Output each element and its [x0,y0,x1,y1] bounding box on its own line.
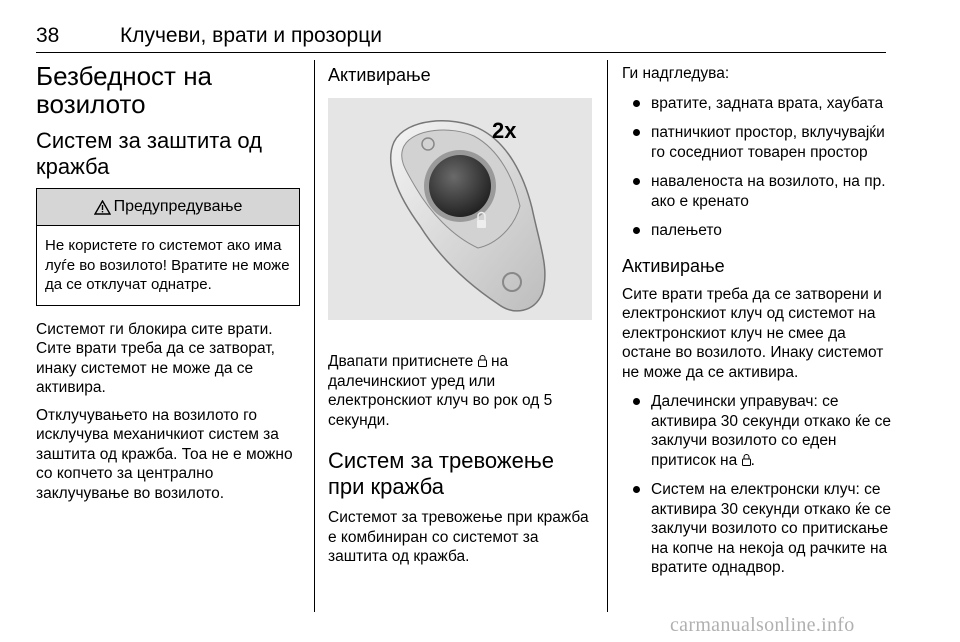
chapter-title: Клучеви, врати и прозорци [120,24,382,47]
paragraph: Отклучувањето на возилото го исклучува механичкиот систем за заштита од кражба. Тоа не е можно со копчето за централно заклучување во возилото. [36,406,293,502]
warning-triangle-icon [94,200,111,215]
section-title: Безбедност на возилото [36,61,213,119]
key-fob-image [328,98,592,320]
page-number: 38 [36,24,60,47]
press-twice-label: 2x [492,118,517,143]
warning-text: Не користете го системот ако има луѓе во возилото! Вратите не може да се отклучат однатре. [45,237,290,293]
activation-heading: Активирање [622,255,725,276]
activation-heading: Активирање [328,65,431,85]
activation-modes-list [622,392,892,578]
warning-header [37,189,299,226]
monitored-list [622,94,892,241]
list-item: палењето [622,221,892,241]
list-item: патничкиот простор, вклучувајќи го соседниот товарен простор [622,123,892,162]
subsection-title: Систем за заштита од кражба [36,128,263,179]
lock-icon [742,454,751,466]
paragraph: Системот ги блокира сите врати. Сите врати треба да се затворат, инаку системот не може да се активира. [36,320,275,396]
lock-icon [478,355,487,367]
warning-title: Предупредување [113,198,243,215]
watermark: carmanualsonline.info [670,614,855,636]
paragraph: Сите врати треба да се затворени и електронскиот клуч од системот на електронскиот клуч не смее да остане во возилото. Инаку системот не може да се активира. [622,285,884,381]
column-divider-left [314,60,315,612]
page-header [36,20,886,53]
column-divider-right [607,60,608,612]
list-item: наваленоста на возилото, на пр. ако е кренато [622,172,892,211]
warning-box [36,188,300,306]
alarm-paragraph: Системот за тревожење при кражба е комбиниран со системот за заштита од кражба. [328,509,589,565]
column-right [622,60,892,578]
list-item: Систем на електронски клуч: се активира 30 секунди откако ќе се заклучи возилото со притискање на копче на некоја од рачките на вратите однадвор. [622,480,892,578]
list-item: Далечински управувач: се активира 30 секунди откако ќе се заклучи возилото со еден притисок на . [622,392,892,470]
column-left [36,60,300,503]
alarm-section-title: Систем за тревожење при кражба [328,448,554,499]
monitors-label: Ги надгледува: [622,65,730,82]
column-middle [328,60,594,567]
list-item: вратите, задната врата, хаубата [622,94,892,114]
key-fob-illustration [328,98,592,320]
activation-instruction: Двапати притиснете на далечинскиот уред или електронскиот клуч во рок од 5 секунди. [328,353,553,429]
